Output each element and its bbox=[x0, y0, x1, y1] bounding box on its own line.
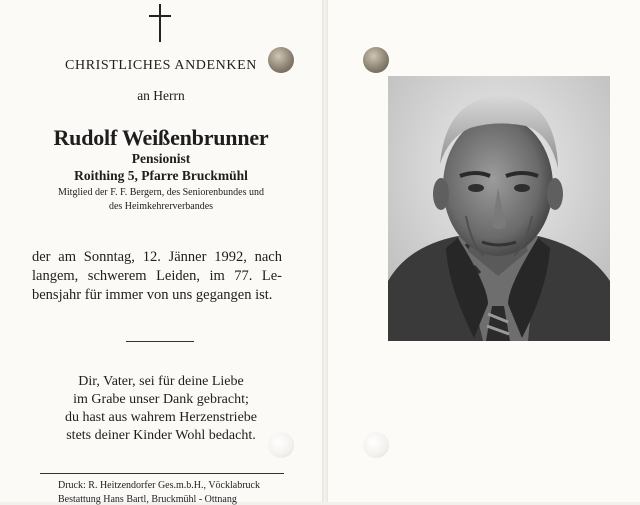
separator-line bbox=[126, 341, 194, 342]
address: Roithing 5, Pfarre Bruckmühl bbox=[74, 168, 248, 183]
announcement-line: langem, schwerem Leiden, im 77. Le- bbox=[32, 268, 282, 284]
punch-hole bbox=[268, 432, 294, 458]
announcement-line: der am Sonntag, 12. Jänner 1992, nach bbox=[32, 249, 282, 265]
membership-line: des Heimkehrerverbandes bbox=[108, 201, 214, 212]
card-heading: CHRISTLICHES ANDENKEN bbox=[65, 58, 257, 73]
punch-hole bbox=[363, 47, 389, 73]
announcement-line: bensjahr für immer von uns gegangen ist. bbox=[32, 287, 273, 303]
salutation: an Herrn bbox=[137, 88, 185, 103]
verse-line: stets deiner Kinder Wohl bedacht. bbox=[66, 428, 256, 443]
cross-icon bbox=[149, 4, 171, 42]
verse-line: du hast aus wahrem Herzenstriebe bbox=[64, 410, 258, 425]
undertaker-credit: Bestattung Hans Bartl, Bruckmühl - Ottnang bbox=[58, 494, 237, 505]
verse-line: Dir, Vater, sei für deine Liebe bbox=[78, 374, 244, 389]
punch-hole bbox=[363, 432, 389, 458]
footer-rule bbox=[40, 473, 284, 474]
card-fold bbox=[322, 0, 328, 502]
punch-hole bbox=[268, 47, 294, 73]
portrait-photo bbox=[388, 76, 610, 341]
printer-credit: Druck: R. Heitzendorfer Ges.m.b.H., Vöcklabruck bbox=[58, 480, 260, 491]
verse-line: im Grabe unser Dank gebracht; bbox=[73, 392, 249, 407]
membership-line: Mitglied der F. F. Bergern, des Seniorenbundes und bbox=[58, 187, 264, 198]
occupation: Pensionist bbox=[131, 151, 191, 166]
deceased-name: Rudolf Weißenbrunner bbox=[53, 125, 269, 150]
